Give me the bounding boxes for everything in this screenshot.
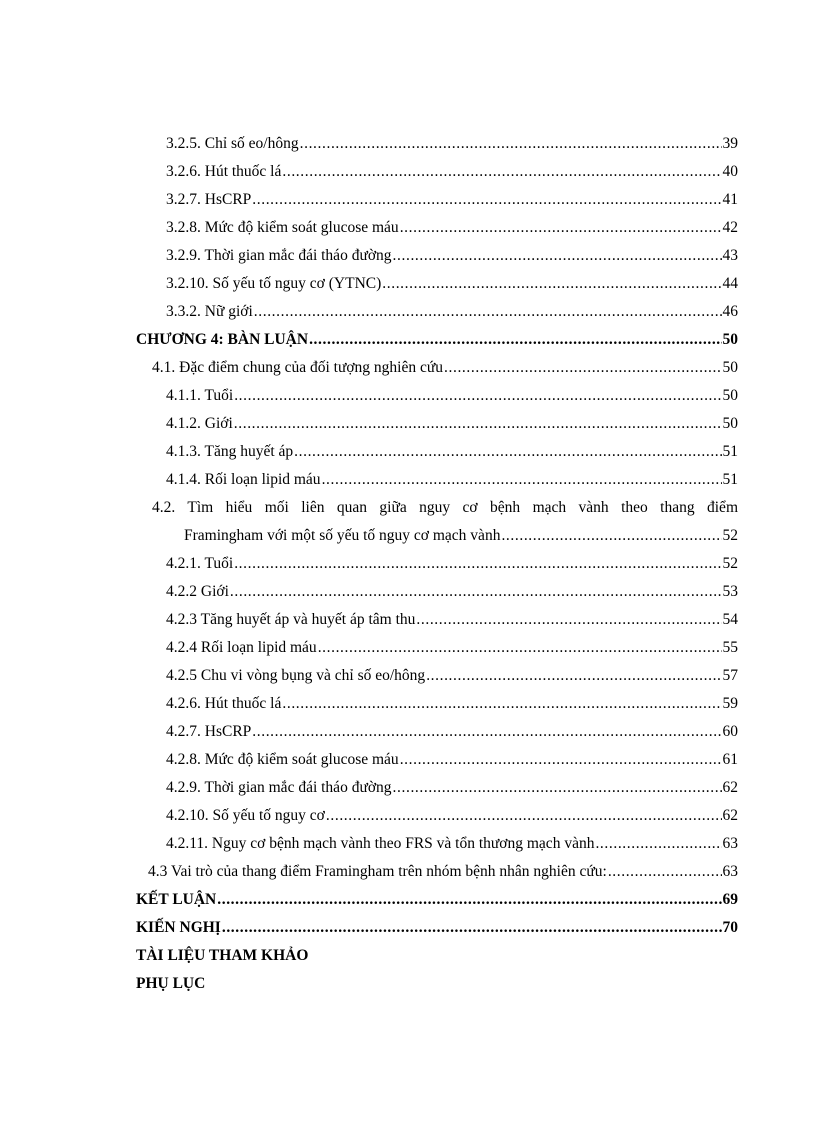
toc-page: 57 [722,667,738,684]
toc-title: 4.2.4 Rối loạn lipid máu [166,639,317,656]
dot-leader [595,830,721,858]
toc-entry [0,830,816,858]
dot-leader [234,382,721,410]
toc-title: Framingham với một số yếu tố nguy cơ mạch vành [184,527,501,544]
dot-leader [282,690,721,718]
toc-entry [0,634,816,662]
toc-title: 4.1. Đặc điểm chung của đối tượng nghiên cứu [152,359,444,376]
toc-title: 3.2.5. Chỉ số eo/hông [166,135,299,152]
toc-entry-wrapped-second-line [0,522,816,550]
toc-title: 3.2.6. Hút thuốc lá [166,163,282,180]
toc-entry [0,214,816,242]
dot-leader [326,802,722,830]
dot-leader [382,270,721,298]
toc-entry [0,690,816,718]
toc-entry [0,186,816,214]
toc-page: 42 [722,219,738,236]
toc-page: 40 [722,163,738,180]
toc-title: 4.2.3 Tăng huyết áp và huyết áp tâm thu [166,611,416,628]
toc-page: 61 [722,751,738,768]
toc-title: 4.1.3. Tăng huyết áp [166,443,294,460]
dot-leader [416,606,721,634]
toc-page: 43 [722,247,738,264]
toc-title: 3.2.10. Số yếu tố nguy cơ (YTNC) [166,275,382,292]
toc-entry [0,662,816,690]
dot-leader [217,886,721,914]
toc-entry [0,774,816,802]
toc-entry [0,438,816,466]
toc-page: 63 [722,863,738,880]
dot-leader [300,130,722,158]
dot-leader [400,746,722,774]
toc-title: KẾT LUẬN [136,891,217,908]
toc-title: 4.2.10. Số yếu tố nguy cơ [166,807,325,824]
dot-leader [234,550,721,578]
toc-title: 4.2.7. HsCRP [166,723,252,740]
toc-page: 59 [722,695,738,712]
toc-page: 69 [722,891,738,908]
dot-leader [393,774,722,802]
toc-page: 54 [722,611,738,628]
toc-title: 3.3.2. Nữ giới [166,303,253,320]
toc-chapter-entry [0,914,816,942]
toc-page: 46 [722,303,738,320]
dot-leader [234,410,722,438]
toc-page: 44 [722,275,738,292]
toc-title-line1: 4.2. Tìm hiểu mối liên quan giữa nguy cơ bệnh mạch vành theo thang điểm [152,499,738,516]
dot-leader [230,578,722,606]
toc-title: 4.2.11. Nguy cơ bệnh mạch vành theo FRS và tổn thương mạch vành [166,835,595,852]
toc-title: 3.2.8. Mức độ kiểm soát glucose máu [166,219,399,236]
toc-title: CHƯƠNG 4: BÀN LUẬN [136,331,309,348]
toc-title: 3.2.7. HsCRP [166,191,252,208]
toc-references-entry [0,942,816,970]
dot-leader [222,914,722,942]
toc-entry [0,382,816,410]
dot-leader [400,214,722,242]
toc-entry [0,130,816,158]
toc-entry [0,270,816,298]
toc-entry [0,158,816,186]
dot-leader [252,718,721,746]
toc-title: 4.2.1. Tuổi [166,555,234,572]
toc-entry [0,550,816,578]
toc-page: 53 [722,583,738,600]
toc-title: PHỤ LỤC [136,975,206,992]
toc-entry [0,802,816,830]
toc-entry [0,410,816,438]
toc-page: 50 [722,387,738,404]
toc-chapter-entry [0,886,816,914]
toc-title: 4.2.9. Thời gian mắc đái tháo đường [166,779,392,796]
toc-title: 4.1.4. Rối loạn lipid máu [166,471,321,488]
toc-title: KIẾN NGHỊ [136,919,221,936]
dot-leader [254,298,722,326]
toc-entry [0,746,816,774]
dot-leader [309,326,721,354]
dot-leader [393,242,722,270]
toc-page: 52 [722,527,738,544]
dot-leader [426,662,721,690]
dot-leader [282,158,721,186]
toc-title: 4.1.1. Tuổi [166,387,234,404]
toc-entry-wrapped-first-line [0,494,816,522]
toc-entry [0,578,816,606]
toc-page: 62 [722,807,738,824]
toc-title: 4.2.8. Mức độ kiểm soát glucose máu [166,751,399,768]
toc-page: 50 [722,331,738,348]
toc-entry [0,858,816,886]
toc-entry [0,298,816,326]
toc-title: 4.3 Vai trò của thang điểm Framingham trên nhóm bệnh nhân nghiên cứu: [148,863,607,880]
toc-entry [0,242,816,270]
toc-title: 4.2.6. Hút thuốc lá [166,695,282,712]
toc-page: 51 [722,471,738,488]
dot-leader [444,354,721,382]
toc-entry [0,718,816,746]
toc-page: 50 [722,359,738,376]
dot-leader [294,438,721,466]
toc-title: 4.2.2 Giới [166,583,229,600]
toc-title: 4.1.2. Giới [166,415,233,432]
toc-appendix-entry [0,970,816,998]
toc-title: 3.2.9. Thời gian mắc đái tháo đường [166,247,392,264]
toc-entry [0,606,816,634]
toc-page: 55 [722,639,738,656]
toc-page: 62 [722,779,738,796]
toc-entry [0,354,816,382]
toc-entry [0,466,816,494]
toc-title: 4.2.5 Chu vi vòng bụng và chỉ số eo/hông [166,667,426,684]
dot-leader [322,466,722,494]
toc-page: 50 [722,415,738,432]
toc-page: 63 [722,835,738,852]
table-of-contents [0,130,816,998]
toc-page: 60 [722,723,738,740]
dot-leader [608,858,722,886]
toc-page: 41 [722,191,738,208]
toc-page: 70 [722,919,738,936]
toc-page: 52 [722,555,738,572]
dot-leader [501,522,721,550]
dot-leader [318,634,722,662]
toc-title: TÀI LIỆU THAM KHẢO [136,947,309,964]
toc-page: 51 [722,443,738,460]
toc-page: 39 [722,135,738,152]
toc-chapter-entry [0,326,816,354]
dot-leader [252,186,721,214]
